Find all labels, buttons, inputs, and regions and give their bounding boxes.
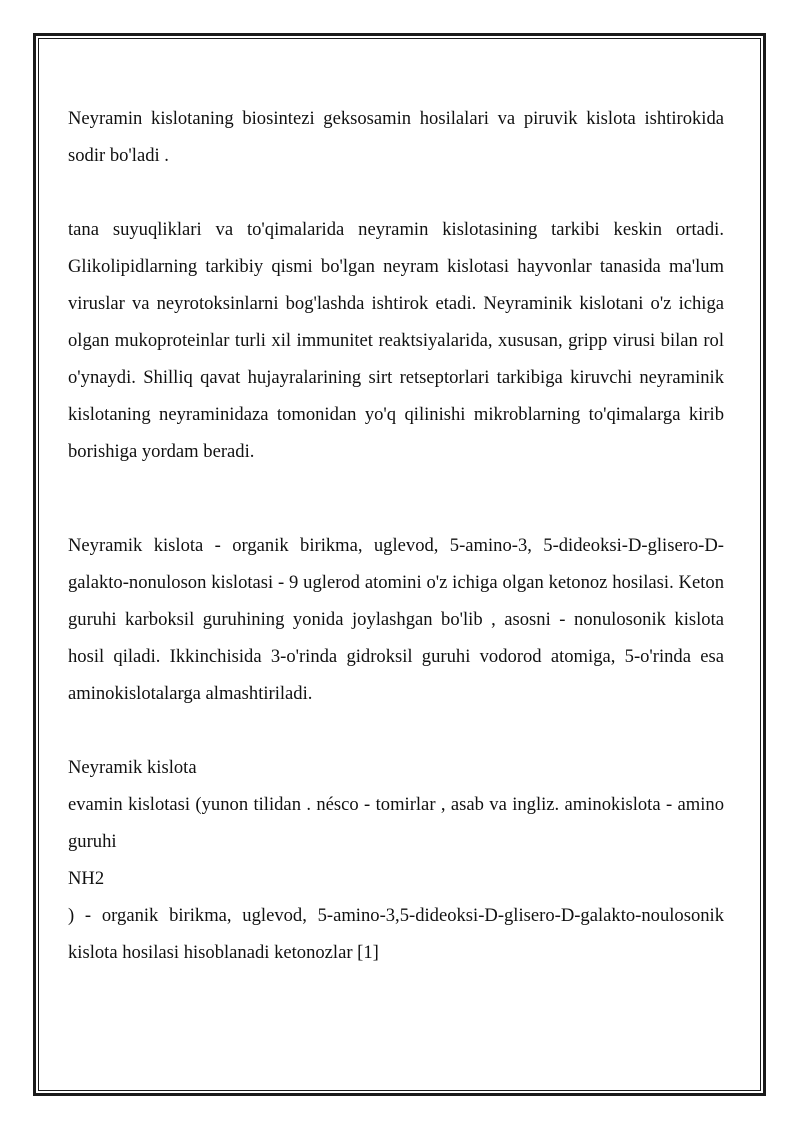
document-body — [68, 100, 724, 971]
final-formula: NH2 — [68, 868, 105, 889]
final-etymology: evamin kislotasi (yunon tilidan . nésco - tomirlar , asab va ingliz. aminokislota - amino guruhi — [68, 794, 724, 852]
final-heading: Neyramik kislota — [68, 757, 197, 778]
paragraph-biosynthesis: Neyramin kislotaning biosintezi geksosamin hosilalari va piruvik kislota ishtirokida sodir bo'ladi . — [68, 108, 724, 166]
paragraph-spacer — [68, 712, 724, 749]
paragraph-tissue-content: tana suyuqliklari va to'qimalarida neyramin kislotasining tarkibi keskin ortadi. Glikolipidlarning tarkibiy qismi bo'lgan neyram kislotasi hayvonlar tanasida ma'lum viruslar va neyrotoksinlarni bog'lashda ishtirok etadi. Neyraminik kislotani o'z ichiga olgan mukoproteinlar turli xil immunitet reaktsiyalarida, xususan, gripp virusi bilan rol o'ynaydi. Shilliq qavat hujayralarining sirt retseptorlari tarkibiga kiruvchi neyraminik kislotaning neyraminidaza tomonidan yo'q qilinishi mikroblarning to'qimalarga kirib borishiga yordam beradi. — [68, 219, 724, 462]
paragraph-spacer — [68, 470, 724, 527]
final-block — [68, 749, 724, 971]
final-definition: ) - organik birikma, uglevod, 5-amino-3,5-dideoksi-D-glisero-D-galakto-noulosonik kislota hosilasi hisoblanadi ketonozlar [1] — [68, 905, 724, 963]
paragraph-definition: Neyramik kislota - organik birikma, uglevod, 5-amino-3, 5-dideoksi-D-glisero-D-galakto-nonuloson kislotasi - 9 uglerod atomini o'z ichiga olgan ketonoz hosilasi. Keton guruhi karboksil guruhining yonida joylashgan bo'lib , asosni - nonulosonik kislota hosil qiladi. Ikkinchisida 3-o'rinda gidroksil guruhi vodorod atomiga, 5-o'rinda esa aminokislotalarga almashtiriladi. — [68, 535, 724, 704]
paragraph-spacer — [68, 174, 724, 211]
